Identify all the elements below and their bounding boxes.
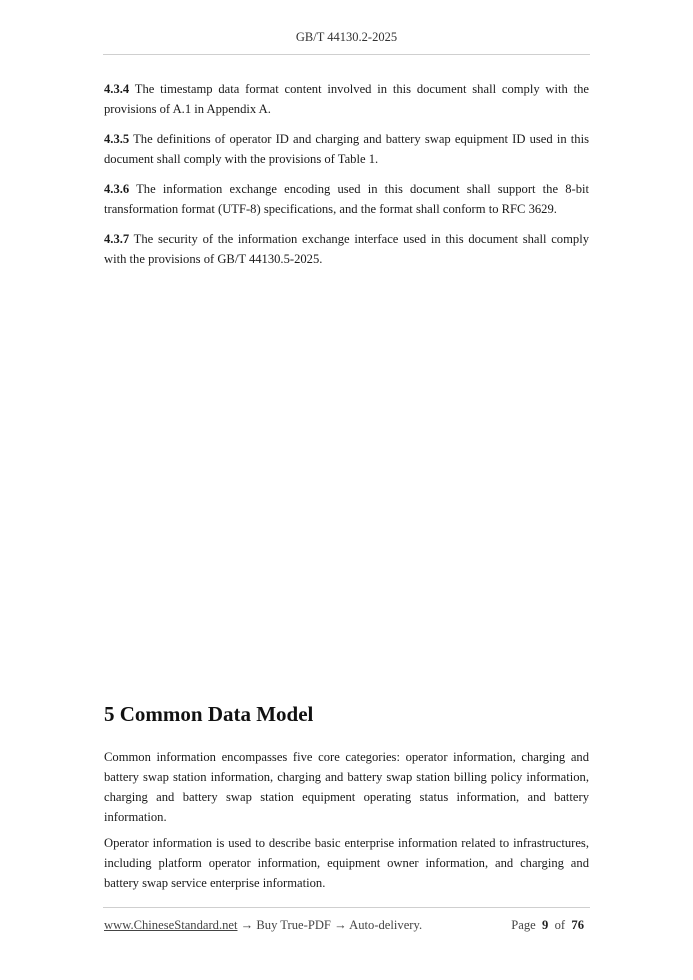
clause-4-3-5 — [104, 129, 589, 169]
total-pages: 76 — [571, 918, 584, 932]
document-header — [0, 30, 693, 45]
section-paragraph: Common information encompasses five core categories: operator information, charging and battery swap station information, charging and battery swap station billing policy information, charging and battery swap station equipment operating status information, and battery information. — [104, 750, 589, 824]
clause-text: The security of the information exchange interface used in this document shall comply with the provisions of GB/T 44130.5-2025. — [104, 232, 589, 266]
clause-4-3-6 — [104, 179, 589, 219]
page-label: Page — [511, 918, 536, 932]
page-indicator — [511, 918, 584, 933]
footer-promo — [104, 918, 422, 933]
header-divider — [103, 54, 590, 55]
page-number: 9 — [542, 918, 549, 932]
clause-4-3-4 — [104, 79, 589, 119]
of-label: of — [554, 918, 566, 932]
standard-number: GB/T 44130.2-2025 — [295, 30, 398, 44]
clause-4-3-7 — [104, 229, 589, 269]
clause-text: The timestamp data format content involved in this document shall comply with the provisions of A.1 in Appendix A. — [104, 82, 589, 116]
clause-text: The definitions of operator ID and charging and battery swap equipment ID used in this document shall comply with the provisions of Table 1. — [104, 132, 589, 166]
section-heading: 5 Common Data Model — [104, 702, 314, 726]
clause-number: 4.3.5 — [104, 132, 130, 146]
clause-number: 4.3.4 — [104, 82, 130, 96]
footer-divider — [103, 907, 590, 908]
clause-number: 4.3.7 — [104, 232, 130, 246]
clause-text: The information exchange encoding used in this document shall support the 8-bit transformation format (UTF-8) specifications, and the format shall conform to RFC 3629. — [104, 182, 589, 216]
site-link[interactable]: www.ChineseStandard.net — [104, 918, 238, 932]
clause-number: 4.3.6 — [104, 182, 130, 196]
section-paragraph: Operator information is used to describe basic enterprise information related to infrastructures, including platform operator information, equipment owner information, and charging and battery swap service enterprise information. — [104, 836, 589, 890]
footer-tagline: → Buy True-PDF → Auto-delivery. — [237, 918, 423, 932]
